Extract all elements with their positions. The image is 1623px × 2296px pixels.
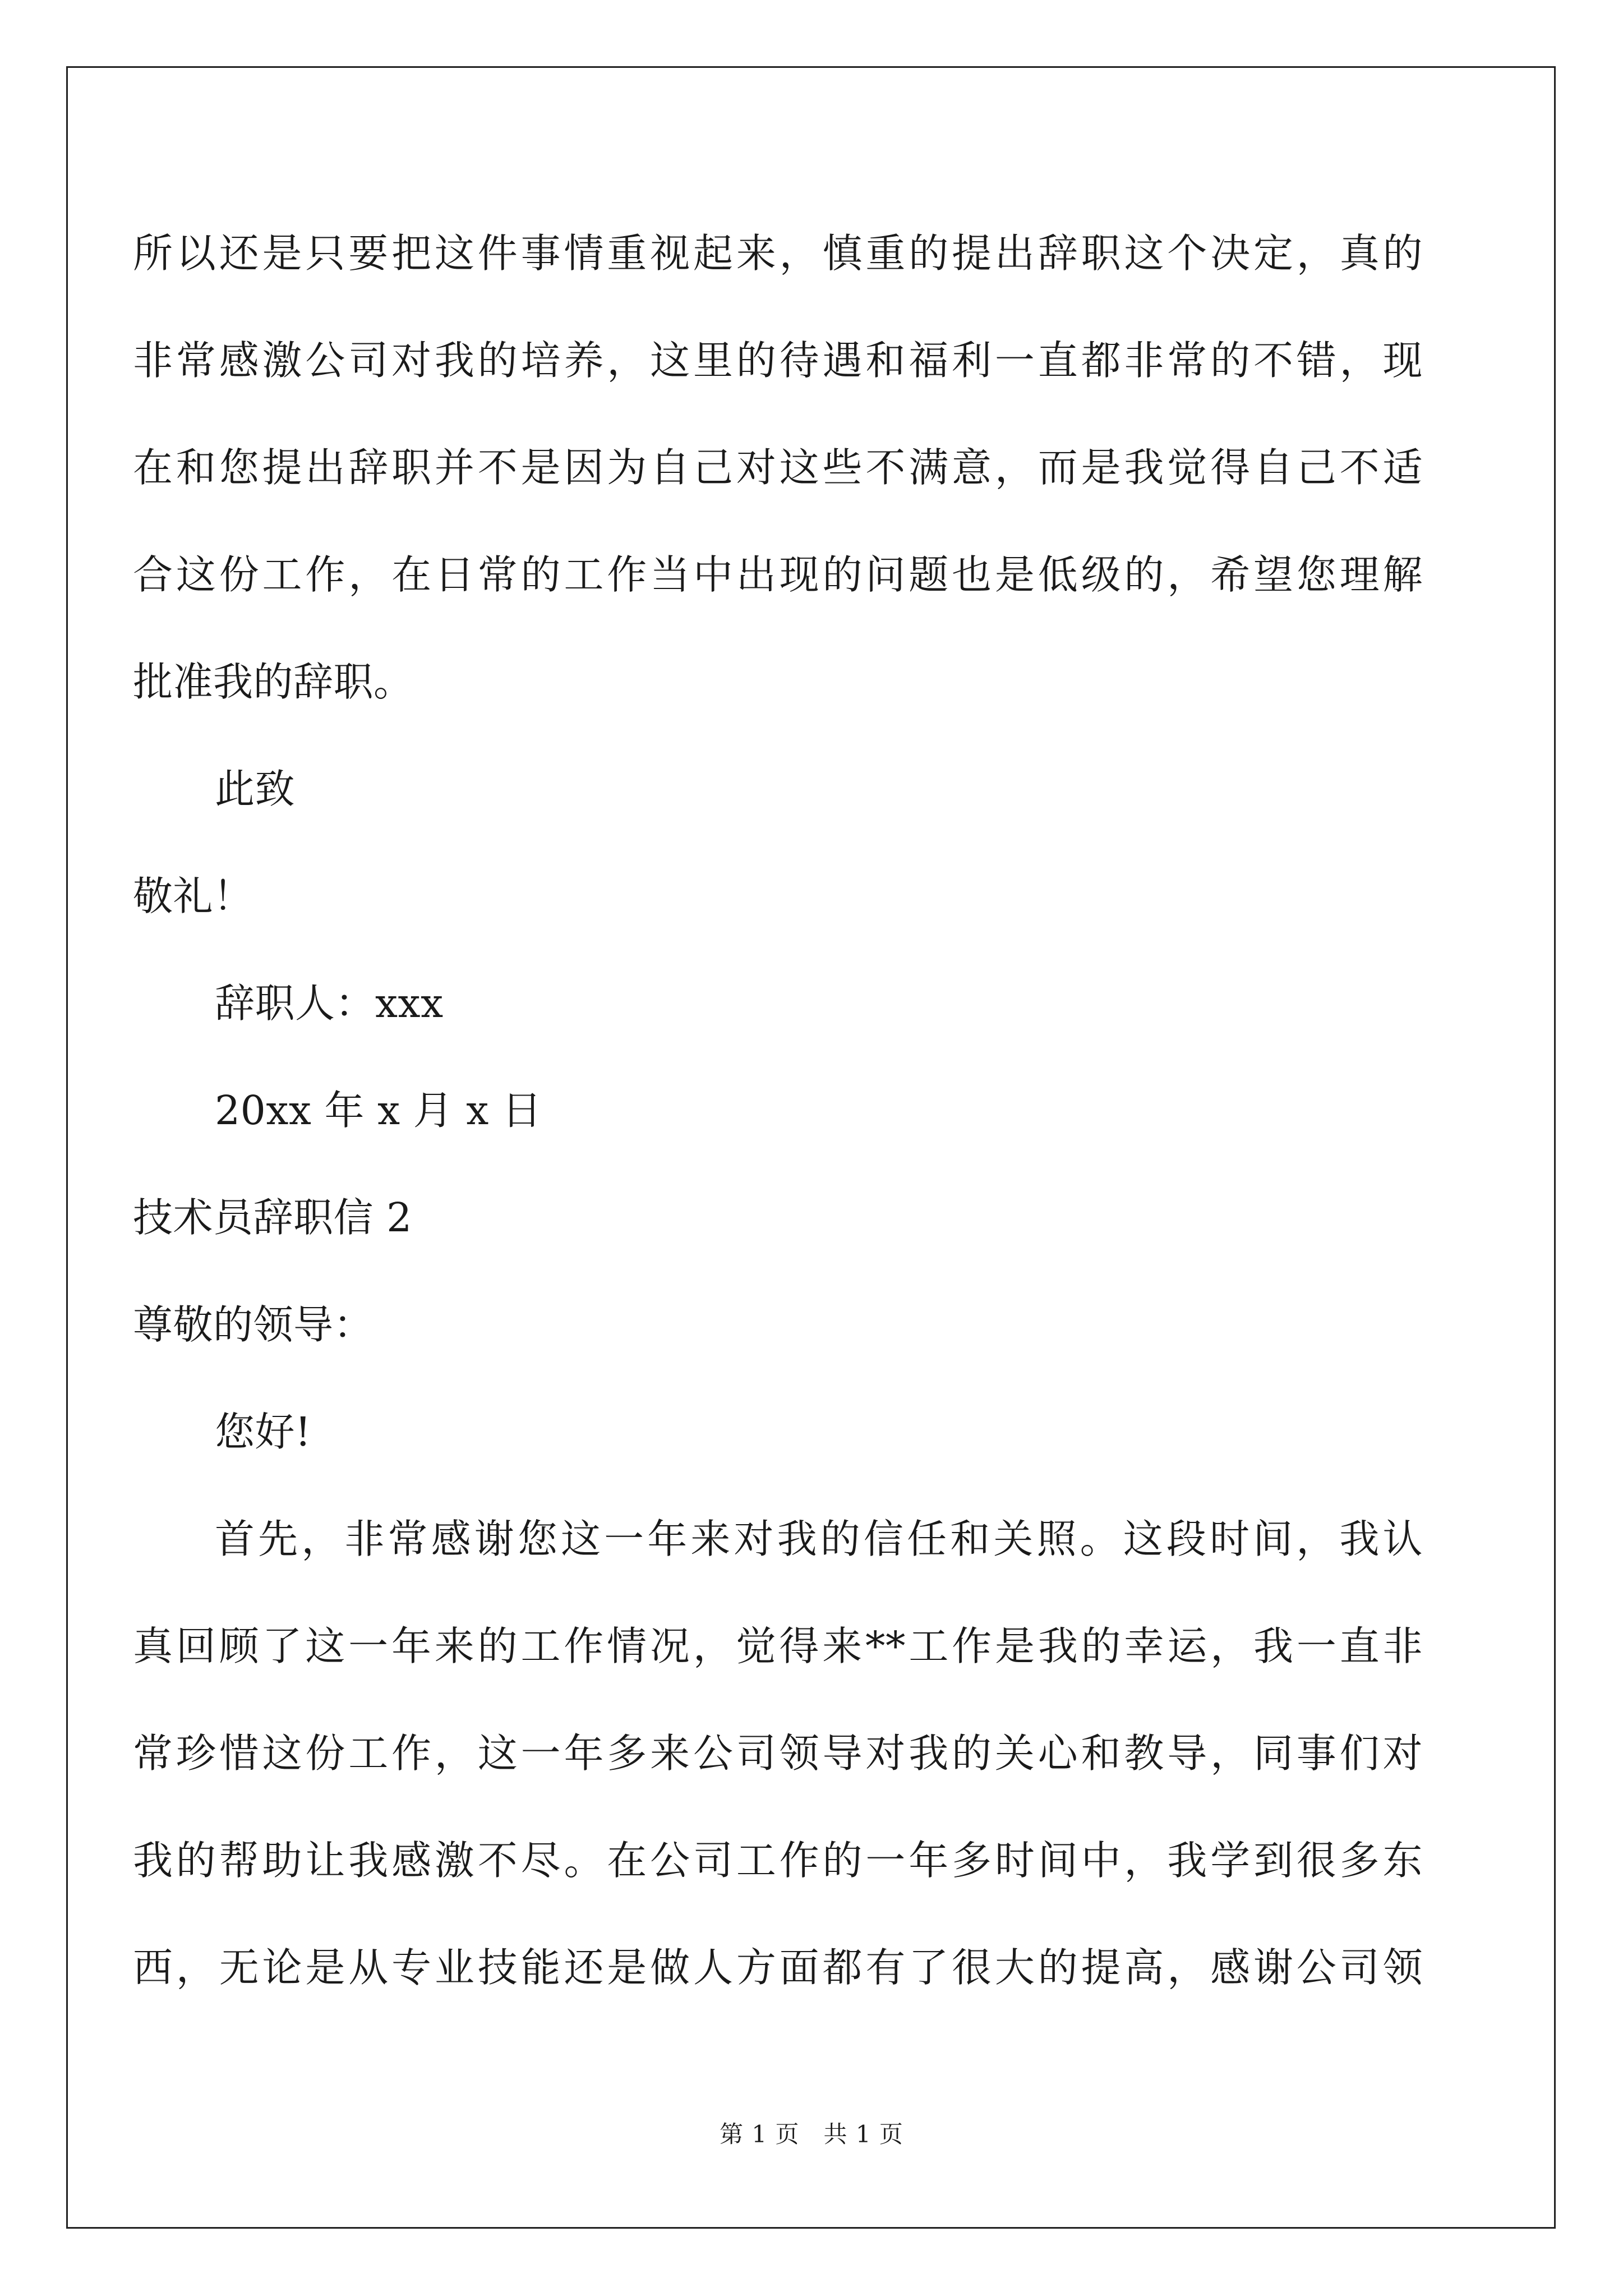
paragraph-line: 首先，非常感谢您这一年来对我的信任和关照。这段时间，我认: [215, 1516, 1423, 1562]
section-title: 技术员辞职信 2: [133, 1194, 412, 1241]
salutation: 尊敬的领导：: [133, 1301, 374, 1348]
closing-line: 此致: [215, 766, 296, 812]
paragraph-line: 在和您提出辞职并不是因为自己对这些不满意，而是我觉得自己不适: [133, 444, 1423, 491]
greeting: 您好!: [215, 1409, 312, 1455]
page-footer: 第 1 页 共 1 页: [720, 2120, 903, 2148]
paragraph-line: 非常感激公司对我的培养，这里的待遇和福利一直都非常的不错，现: [133, 337, 1423, 384]
paragraph-line: 西，无论是从专业技能还是做人方面都有了很大的提高，感谢公司领: [133, 1944, 1423, 1991]
paragraph-line: 批准我的辞职。: [133, 659, 414, 705]
paragraph-line: 所以还是只要把这件事情重视起来，慎重的提出辞职这个决定，真的: [133, 230, 1423, 277]
signature-line: 辞职人：xxx: [215, 980, 444, 1027]
page-border: [66, 66, 1556, 2229]
paragraph-line: 我的帮助让我感激不尽。在公司工作的一年多时间中，我学到很多东: [133, 1837, 1423, 1884]
closing-line: 敬礼！: [133, 873, 253, 919]
paragraph-line: 真回顾了这一年来的工作情况，觉得来**工作是我的幸运，我一直非: [133, 1623, 1423, 1669]
paragraph-line: 合这份工作，在日常的工作当中出现的问题也是低级的，希望您理解: [133, 551, 1423, 598]
paragraph-line: 常珍惜这份工作，这一年多来公司领导对我的关心和教导，同事们对: [133, 1730, 1423, 1777]
date-line: 20xx 年 x 月 x 日: [215, 1087, 542, 1134]
